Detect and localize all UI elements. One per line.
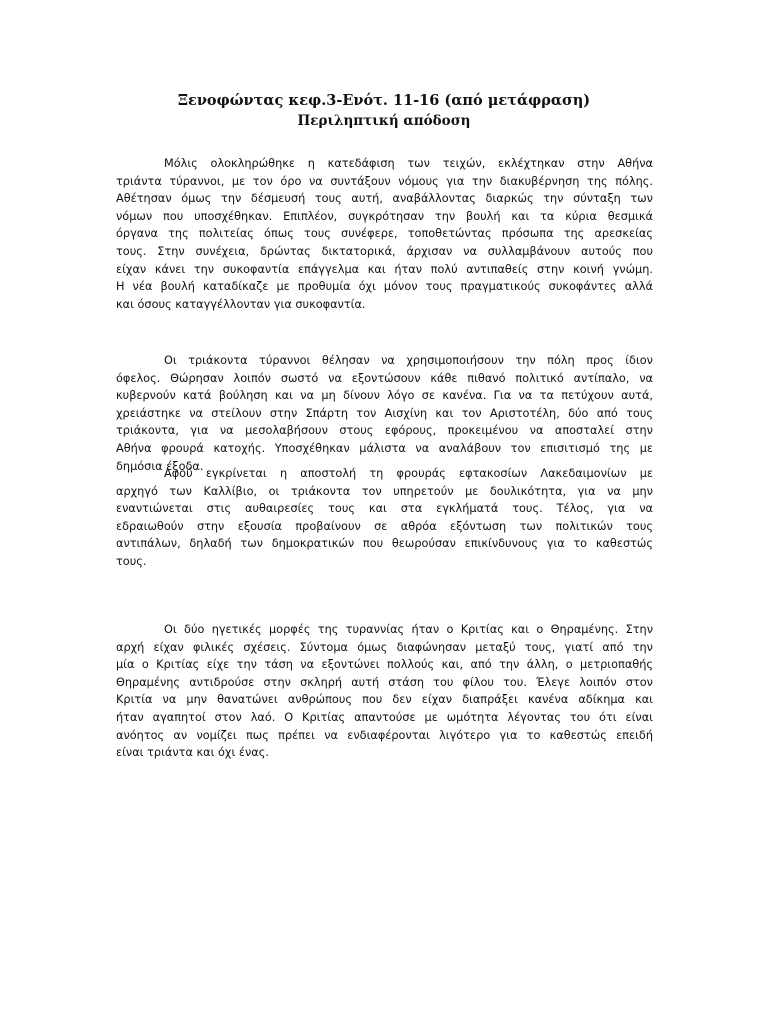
- document-subtitle: Περιληπτική απόδοση: [297, 113, 471, 129]
- paragraph-line: είχαν κάνει την συκοφαντία επάγγελμα και ήταν πολύ αντιπαθείς στην κοινή γνώμη.: [116, 262, 653, 276]
- paragraph-line: Η νέα βουλή καταδίκαζε με προθυμία όχι μόνον τους πραγματικούς συκοφάντες αλλά: [116, 280, 653, 294]
- paragraph-line: ανόητος αν νομίζει πως πρέπει να ενδιαφέρονται λιγότερο για το καθεστώς επειδή: [116, 728, 653, 742]
- paragraph-line: Κριτία να μην θανατώνει ανθρώπους που δεν είχαν διαπράξει κανένα αδίκημα και: [116, 693, 653, 707]
- paragraph-line: Αθήνα φρουρά κατοχής. Υποσχέθηκαν μάλιστα να αναλάβουν τον επισιτισμό της με: [116, 441, 653, 455]
- paragraph-line: όφελος. Θώρησαν λοιπόν σωστό να εξοντώσουν κάθε πιθανό πολιτικό αντίπαλο, να: [116, 371, 653, 385]
- paragraph-line: αρχή είχαν φιλικές σχέσεις. Σύντομα όμως διαφώνησαν μεταξύ τους, γιατί από την: [116, 640, 653, 654]
- paragraph-line: νόμων που υποσχέθηκαν. Επιπλέον, συγκρότησαν την βουλή και τα κύρια θεσμικά: [116, 209, 653, 223]
- paragraph-line: τους. Στην συνέχεια, δρώντας δικτατορικά, άρχισαν να συλλαμβάνουν αυτούς που: [116, 244, 653, 258]
- paragraph-line: αρχηγό των Καλλίβιο, οι τριάκοντα τον υπηρετούν με δουλικότητα, για να μην: [116, 484, 653, 498]
- paragraph-4: [116, 621, 653, 762]
- paragraph-line: εδραιωθούν στην εξουσία προβαίνουν σε αθρόα εξόντωση των πολιτικών τους: [116, 519, 653, 533]
- paragraph-line: Μόλις ολοκληρώθηκε η κατεδάφιση των τειχών, εκλέχτηκαν στην Αθήνα: [164, 157, 653, 170]
- paragraph-line: και όσους καταγγέλλονταν για συκοφαντία.: [116, 297, 366, 311]
- paragraph-line: ήταν αγαπητοί στον λαό. Ο Κριτίας απαντούσε με ωμότητα λέγοντας του ότι είναι: [116, 710, 653, 724]
- paragraph-line: είναι τριάντα και όχι ένας.: [116, 746, 269, 760]
- paragraph-line: δημόσια έξοδα.: [116, 459, 204, 473]
- paragraph-2: [116, 352, 653, 475]
- paragraph-1: [116, 155, 653, 313]
- paragraph-line: μία ο Κριτίας είχε την τάση να εξοντώνει πολλούς και, από την άλλη, ο μετριοπαθής: [116, 658, 653, 672]
- paragraph-line: χρειάστηκε να στείλουν στην Σπάρτη τον Αισχίνη και τον Αριστοτέλη, δύο από τους: [116, 406, 653, 420]
- paragraph-line: όργανα της πολιτείας όπως τους συνέφερε, τοποθετώντας πρόσωπα της αρεσκείας: [116, 227, 653, 241]
- paragraph-line: τριάντα τύραννοι, με τον όρο να συντάξουν νόμους για την διακυβέρνηση της πόλης.: [116, 174, 653, 188]
- paragraph-line: εναντιώνεται στις αυθαιρεσίες τους και στα εγκλήματά τους. Τέλος, για να: [116, 502, 653, 516]
- paragraph-line: Οι τριάκοντα τύραννοι θέλησαν να χρησιμοποιήσουν την πόλη προς ίδιον: [164, 354, 653, 367]
- document-title: Ξενοφώντας κεφ.3-Ενότ. 11-16 (από μετάφραση): [177, 92, 591, 109]
- paragraph-line: τριάκοντα, για να μεσολαβήσουν στους εφόρους, προκειμένου να αποσταλεί στην: [116, 424, 653, 438]
- paragraph-line: Αθέτησαν όμως την δέσμευσή τους αυτή, αναβάλλοντας διαρκώς την σύνταξη των: [116, 192, 653, 206]
- paragraph-line: αντιπάλων, δηλαδή των δημοκρατικών που θεωρούσαν επικίνδυνους για το καθεστώς: [116, 537, 653, 551]
- paragraph-line: Οι δύο ηγετικές μορφές της τυραννίας ήταν ο Κριτίας και ο Θηραμένης. Στην: [164, 623, 653, 636]
- paragraph-line: Αφού εγκρίνεται η αποστολή τη φρουράς εφτακοσίων Λακεδαιμονίων με: [164, 467, 653, 480]
- paragraph-line: κυβερνούν κατά βούληση και να μη δίνουν λόγο σε κανένα. Για να τα πετύχουν αυτά,: [116, 389, 653, 403]
- paragraph-line: Θηραμένης αντιδρούσε στην σκληρή αυτή στάση του φίλου του. Έλεγε λοιπόν στον: [116, 675, 653, 689]
- paragraph-3: [116, 465, 653, 571]
- paragraph-line: τους.: [116, 554, 147, 568]
